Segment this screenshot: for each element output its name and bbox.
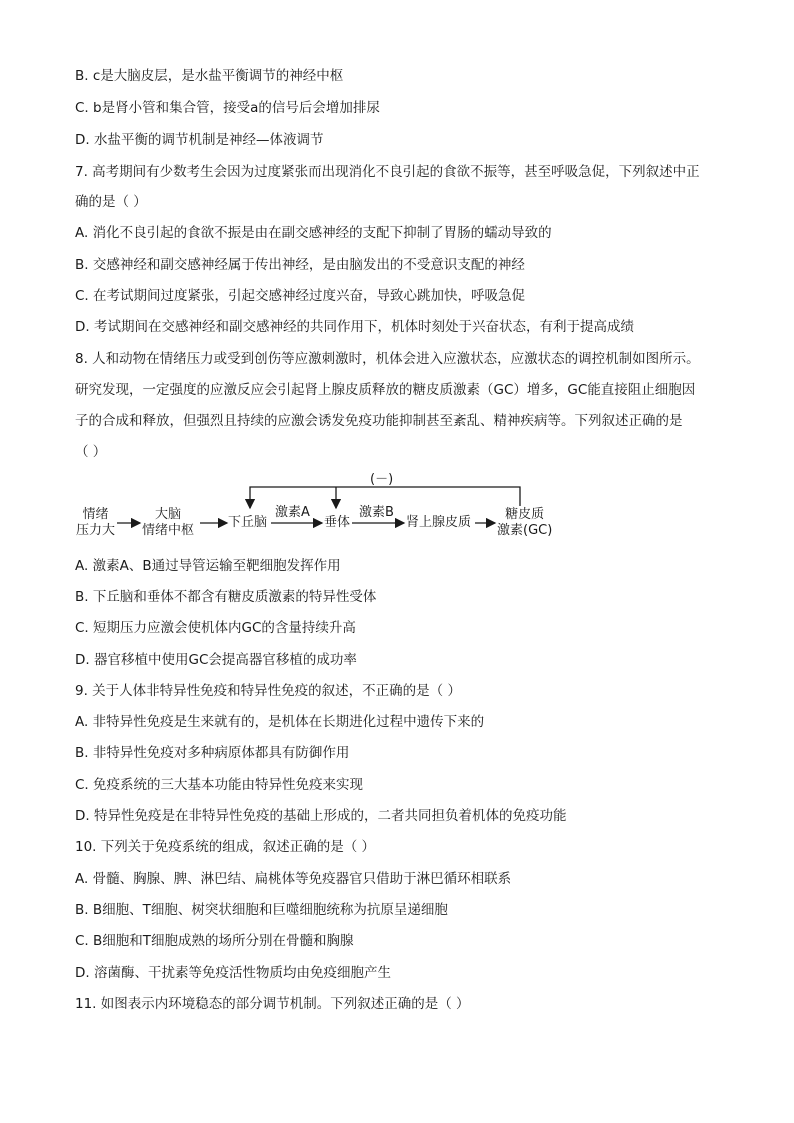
text-line: 研究发现，一定强度的应激反应会引起肾上腺皮质释放的糖皮质激素（GC）增多，GC能直接阻止细胞因	[75, 382, 696, 398]
node-gc-line-1: 糖皮质	[505, 507, 545, 522]
text-line: D. 器官移植中使用GC会提高器官移植的成功率	[75, 652, 357, 668]
text-line: D. 考试期间在交感神经和副交感神经的共同作用下，机体时刻处于兴奋状态，有利于提高成绩	[75, 319, 634, 335]
text-line: B. 非特异性免疫对多种病原体都具有防御作用	[75, 745, 350, 761]
text-line: A. 非特异性免疫是生来就有的，是机体在长期进化过程中遗传下来的	[75, 714, 485, 730]
stress-regulation-diagram	[70, 470, 570, 550]
text-line: C. 免疫系统的三大基本功能由特异性免疫来实现	[75, 777, 364, 793]
text-line: C. 短期压力应激会使机体内GC的含量持续升高	[75, 620, 356, 636]
node-brain-line-2: 情绪中枢	[142, 523, 195, 538]
text-line: 10. 下列关于免疫系统的组成，叙述正确的是（ ）	[75, 839, 376, 855]
hormone-b-label: 激素B	[359, 505, 394, 520]
feedback-label: (－)	[370, 472, 394, 487]
node-stress-line-1: 情绪	[82, 507, 109, 522]
node-stress-line-2: 压力大	[76, 523, 116, 538]
text-line: D. 特异性免疫是在非特异性免疫的基础上形成的，二者共同担负着机体的免疫功能	[75, 808, 567, 824]
text-line: 9. 关于人体非特异性免疫和特异性免疫的叙述，不正确的是（ ）	[75, 683, 461, 699]
text-line: B. B细胞、T细胞、树突状细胞和巨噬细胞统称为抗原呈递细胞	[75, 902, 448, 918]
text-line: C. 在考试期间过度紧张，引起交感神经过度兴奋，导致心跳加快，呼吸急促	[75, 288, 526, 304]
hormone-a-label: 激素A	[275, 505, 310, 520]
text-line: D. 溶菌酶、干扰素等免疫活性物质均由免疫细胞产生	[75, 965, 391, 981]
text-line: C. b是肾小管和集合管，接受a的信号后会增加排尿	[75, 100, 380, 116]
node-hypothalamus: 下丘脑	[228, 515, 268, 530]
text-line: 8. 人和动物在情绪压力或受到创伤等应激刺激时，机体会进入应激状态，应激状态的调控机制如图所示。	[75, 351, 700, 367]
node-adrenal: 肾上腺皮质	[406, 515, 472, 530]
text-line: 7. 高考期间有少数考生会因为过度紧张而出现消化不良引起的食欲不振等，甚至呼吸急促，下列叙述中正	[75, 164, 700, 180]
node-brain	[142, 507, 194, 539]
text-line: A. 骨髓、胸腺、脾、淋巴结、扁桃体等免疫器官只借助于淋巴循环相联系	[75, 871, 512, 887]
text-line: 11. 如图表示内环境稳态的部分调节机制。下列叙述正确的是（ ）	[75, 996, 470, 1012]
node-stress	[76, 507, 115, 539]
text-line: B. 下丘脑和垂体不都含有糖皮质激素的特异性受体	[75, 589, 377, 605]
text-line: C. B细胞和T细胞成熟的场所分别在骨髓和胸腺	[75, 933, 354, 949]
text-line: A. 消化不良引起的食欲不振是由在副交感神经的支配下抑制了胃肠的蠕动导致的	[75, 225, 552, 241]
node-brain-line-1: 大脑	[155, 507, 182, 522]
node-gc	[497, 507, 552, 539]
node-gc-line-2: 激素(GC)	[497, 523, 553, 538]
text-line: （ ）	[75, 444, 107, 460]
text-line: 确的是（ ）	[75, 194, 147, 210]
node-pituitary: 垂体	[324, 515, 351, 530]
text-line: B. 交感神经和副交感神经属于传出神经，是由脑发出的不受意识支配的神经	[75, 257, 525, 273]
text-line: D. 水盐平衡的调节机制是神经—体液调节	[75, 132, 324, 148]
text-line: B. c是大脑皮层，是水盐平衡调节的神经中枢	[75, 68, 344, 84]
text-line: 子的合成和释放，但强烈且持续的应激会诱发免疫功能抑制甚至紊乱、精神疾病等。下列叙述正确的是	[75, 413, 683, 429]
text-line: A. 激素A、B通过导管运输至靶细胞发挥作用	[75, 558, 341, 574]
